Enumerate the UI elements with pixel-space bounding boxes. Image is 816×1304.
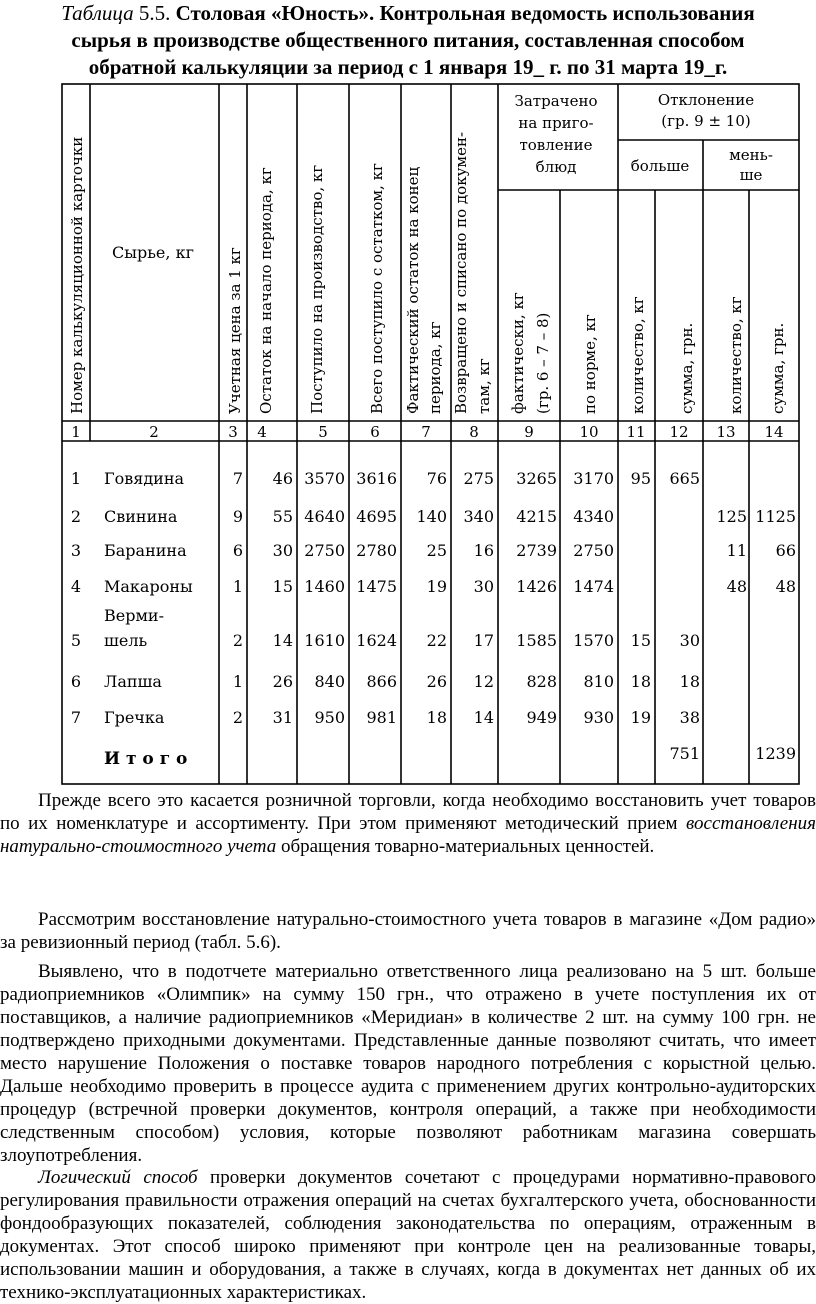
table-cell: 1610 — [304, 631, 345, 650]
column-numbers — [71, 423, 783, 441]
row-number: 1 — [70, 469, 82, 488]
caption-prefix: Таблица — [61, 1, 134, 25]
column-number: 3 — [228, 423, 238, 441]
table-cell: 2780 — [356, 541, 397, 560]
header-more-qty: количество, кг — [629, 296, 647, 414]
material-name: Говядина — [104, 469, 185, 488]
header-less-sum: сумма, грн. — [769, 322, 787, 414]
table-cell: 7 — [232, 469, 243, 488]
row-number: 2 — [70, 507, 82, 526]
table-cell: 17 — [473, 631, 494, 650]
table-cell: 2 — [232, 631, 243, 650]
table-cell: 866 — [366, 672, 397, 691]
table-rows — [71, 469, 796, 769]
table-cell: 2 — [232, 708, 243, 727]
table-cell: 30 — [473, 577, 494, 596]
table-cell: 14 — [272, 631, 293, 650]
header-closing-balance-a: Фактический остаток на конец — [404, 166, 422, 414]
total-label: И т о г о — [104, 749, 188, 769]
table-cell: 25 — [426, 541, 447, 560]
row-number: 6 — [70, 672, 82, 691]
table-cell: 48 — [726, 577, 747, 596]
table-cell: 1475 — [356, 577, 397, 596]
column-number: 11 — [626, 423, 646, 441]
header-less-qty: количество, кг — [727, 296, 745, 414]
material-name: шель — [104, 631, 148, 650]
paragraph: Рассмотрим восстановление натурально-стоимостного учета товаров в магазине «Дом радио» за ревизионный период (табл. 5.6). — [0, 909, 816, 953]
table-cell: 2750 — [304, 541, 345, 560]
table-cell: 140 — [416, 507, 447, 526]
table-cell: 340 — [463, 507, 494, 526]
header-less-line-2: ше — [739, 166, 763, 184]
table-cell: 125 — [716, 507, 747, 526]
row-number: 3 — [70, 541, 82, 560]
table-cell: 38 — [679, 708, 700, 727]
material-name: Баранина — [104, 541, 187, 560]
total-cell: 751 — [669, 744, 700, 763]
table-cell: 16 — [473, 541, 494, 560]
row-number: 7 — [70, 708, 82, 727]
table-cell: 930 — [583, 708, 614, 727]
table-cell: 26 — [272, 672, 293, 691]
table-cell: 31 — [272, 708, 293, 727]
material-name: Макароны — [104, 577, 193, 596]
table-cell: 3170 — [573, 469, 614, 488]
table-cell: 18 — [426, 708, 447, 727]
table-cell: 15 — [272, 577, 293, 596]
paragraph: Прежде всего это касается розничной торговли, когда необходимо восстановить учет товаров по их номенклатуре и ассортименту. При этом применяют методический прием восстановления натурально-стоимостного учета обращения товарно-материальных ценностей. — [0, 790, 816, 857]
paragraph: Выявлено, что в подотчете материально ответственного лица реализовано на 5 шт. больше радиоприемников «Олимпик» на сумму 150 грн., что отражено в учете поступления их от поставщиков, а наличие радиоприемников «Меридиан» в количестве 2 шт. на сумму 100 грн. не подтверждено приходными документами. Представленные данные позволяют считать, что имеет место нарушение Положения о поставке товаров народного потребления с корыстной целью. Дальше необходимо проверить в процессе аудита с применением других контрольно-аудиторских процедур (встречной проверки документов, контроля операций, а также при необходимости следственным способом) условия, которые позволяют работникам магазина совершать злоупотребления. — [0, 961, 816, 1166]
caption-line-1: Столовая «Юность». Контрольная ведомость использования — [175, 1, 755, 25]
header-card-number: Номер калькуляционной карточки — [68, 136, 86, 414]
table-cell: 1474 — [573, 577, 614, 596]
table-cell: 4215 — [516, 507, 557, 526]
table-cell: 9 — [232, 507, 243, 526]
row-number: 4 — [70, 577, 82, 596]
table-cell: 18 — [679, 672, 700, 691]
table-cell: 15 — [630, 631, 651, 650]
column-number: 2 — [149, 423, 159, 441]
table-cell: 46 — [272, 469, 293, 488]
header-more: больше — [630, 157, 690, 175]
table-cell: 1125 — [755, 507, 796, 526]
header-deviation-line-1: Отклонение — [657, 91, 755, 109]
table-cell: 949 — [526, 708, 557, 727]
table-cell: 22 — [426, 631, 447, 650]
header-more-sum: сумма, грн. — [678, 322, 696, 414]
table-cell: 11 — [726, 541, 747, 560]
header-spent-line-1: Затрачено — [514, 92, 598, 110]
header-spent-line-2: на приго- — [518, 114, 594, 132]
table-cell: 810 — [583, 672, 614, 691]
header-less-line-1: мень- — [729, 146, 773, 164]
header-spent-line-4: блюд — [535, 158, 577, 176]
header-total-received: Всего поступило с остатком, кг — [368, 163, 386, 414]
header-received: Поступило на производство, кг — [308, 164, 326, 414]
table-cell: 1585 — [516, 631, 557, 650]
table-cell: 1 — [232, 577, 243, 596]
table-cell: 19 — [630, 708, 651, 727]
table-cell: 1 — [232, 672, 243, 691]
header-unit-price: Учетная цена за 1 кг — [226, 247, 244, 414]
column-number: 1 — [71, 423, 81, 441]
table-cell: 1624 — [356, 631, 397, 650]
table-cell: 48 — [775, 577, 796, 596]
table-cell: 12 — [473, 672, 494, 691]
header-returned-b: там, кг — [475, 358, 493, 414]
table-cell: 4695 — [356, 507, 397, 526]
table-cell: 3570 — [304, 469, 345, 488]
caption-number: 5.5. — [138, 1, 171, 25]
material-name: Гречка — [104, 708, 165, 727]
table-cell: 3616 — [356, 469, 397, 488]
material-name: Свинина — [104, 507, 178, 526]
table-cell: 828 — [526, 672, 557, 691]
material-name: Лапша — [104, 672, 162, 691]
header-spent-norm: по норме, кг — [581, 314, 599, 414]
column-number: 7 — [421, 423, 431, 441]
table-cell: 2739 — [516, 541, 557, 560]
table-cell: 981 — [366, 708, 397, 727]
table-cell: 30 — [272, 541, 293, 560]
table-cell: 19 — [426, 577, 447, 596]
column-number: 14 — [764, 423, 784, 441]
column-number: 4 — [257, 423, 267, 441]
column-number: 13 — [716, 423, 736, 441]
table-cell: 840 — [314, 672, 345, 691]
material-name: Верми- — [104, 606, 164, 625]
row-number: 5 — [70, 631, 82, 650]
total-cell: 1239 — [755, 744, 796, 763]
column-number: 6 — [370, 423, 380, 441]
table-cell: 1426 — [516, 577, 557, 596]
table-cell: 6 — [232, 541, 243, 560]
header-raw-material: Сырье, кг — [112, 243, 194, 262]
column-number: 5 — [318, 423, 328, 441]
table-cell: 66 — [775, 541, 796, 560]
table-cell: 26 — [426, 672, 447, 691]
table-cell: 18 — [630, 672, 651, 691]
table-cell: 4340 — [573, 507, 614, 526]
column-number: 8 — [469, 423, 479, 441]
table-cell: 2750 — [573, 541, 614, 560]
table-cell: 76 — [426, 469, 447, 488]
table-cell: 14 — [473, 708, 494, 727]
table-cell: 1570 — [573, 631, 614, 650]
table-cell: 30 — [679, 631, 700, 650]
header-closing-balance-b: периода, кг — [426, 321, 444, 414]
caption-line-3: обратной калькуляции за период с 1 января 19_ г. по 31 марта 19_г. — [88, 55, 728, 79]
column-number: 10 — [579, 423, 599, 441]
column-number: 9 — [524, 423, 534, 441]
table-cell: 950 — [314, 708, 345, 727]
table-cell: 95 — [630, 469, 651, 488]
caption-line-2: сырья в производстве общественного питания, составленная способом — [71, 28, 745, 52]
table-cell: 3265 — [516, 469, 557, 488]
header-returned-a: Возвращено и списано по докумен- — [452, 131, 470, 414]
header-spent-actual-b: (гр. 6 – 7 – 8) — [534, 312, 552, 414]
column-number: 12 — [669, 423, 689, 441]
header-spent-actual-a: фактически, кг — [509, 292, 527, 414]
header-deviation-line-2: (гр. 9 ± 10) — [661, 112, 751, 130]
table-cell: 275 — [463, 469, 494, 488]
table-cell: 665 — [669, 469, 700, 488]
header-opening-balance: Остаток на начало периода, кг — [257, 167, 275, 414]
paragraph: Логический способ проверки документов сочетают с процедурами нормативно-правового регулирования правильности отражения операций на счетах бухгалтерского учета, обоснованности фондообразующих показателей, соблюдения законодательства по операциям, отраженным в документах. Этот способ широко применяют при контроле цен на реализованные товары, использовании машин и оборудования, а также в случаях, когда в документах нет данных об их технико-эксплуатационных характеристиках. — [0, 1167, 816, 1303]
table-cell: 55 — [272, 507, 293, 526]
header-spent-line-3: товление — [519, 136, 593, 154]
table-cell: 1460 — [304, 577, 345, 596]
table-cell: 4640 — [304, 507, 345, 526]
